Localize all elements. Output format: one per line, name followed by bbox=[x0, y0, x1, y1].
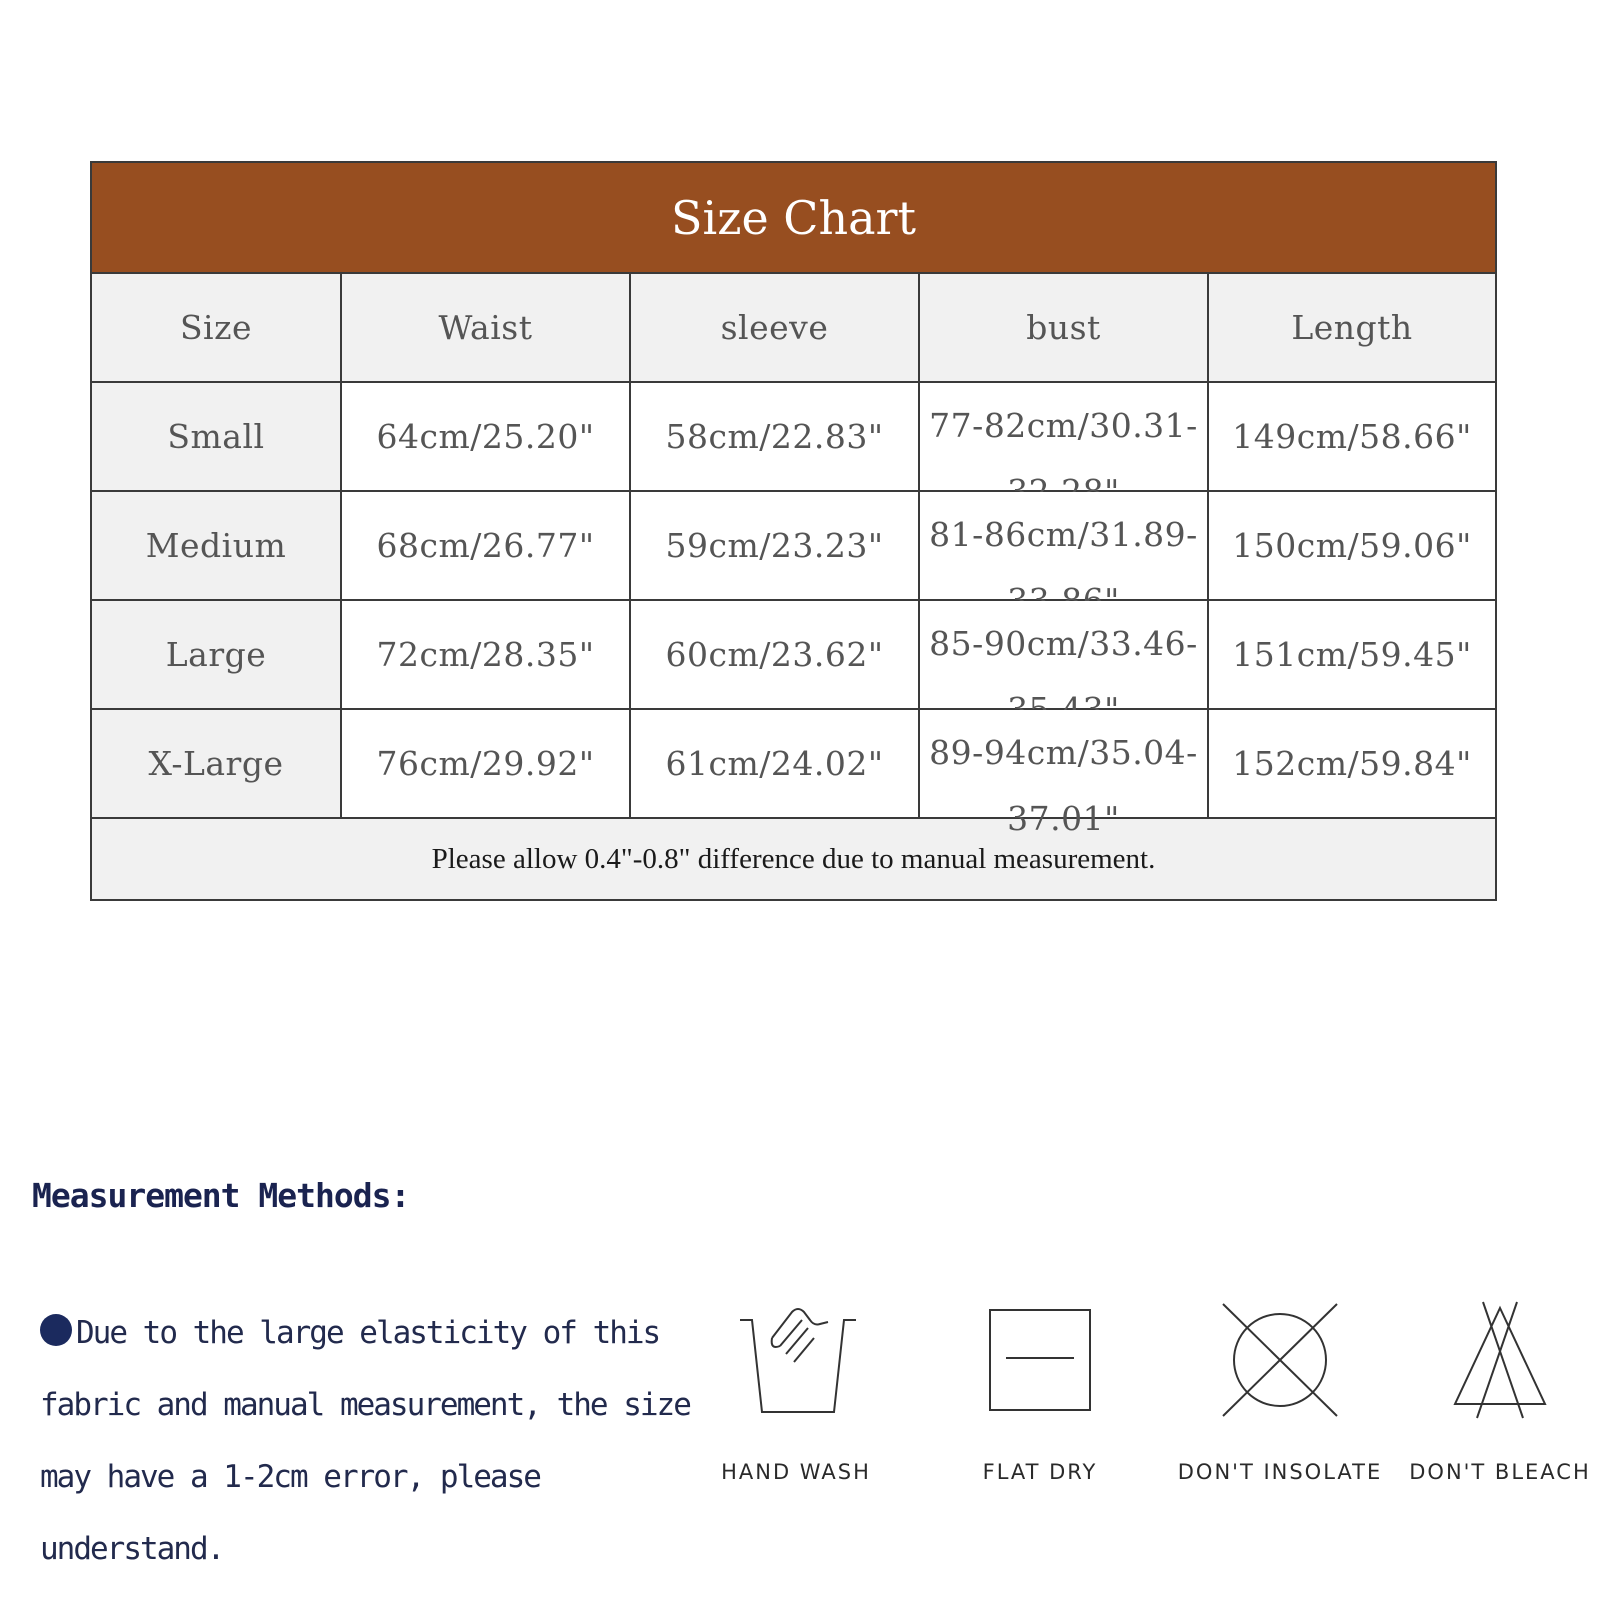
care-hand-wash bbox=[710, 1300, 882, 1484]
size-cell: Medium bbox=[92, 492, 342, 599]
waist-cell: 76cm/29.92" bbox=[342, 710, 631, 817]
sleeve-cell: 61cm/24.02" bbox=[631, 710, 920, 817]
no-tumble-dry-icon bbox=[1215, 1300, 1345, 1420]
care-label: DON'T INSOLATE bbox=[1177, 1460, 1383, 1484]
care-dont-insolate bbox=[1177, 1300, 1383, 1484]
length-cell: 150cm/59.06" bbox=[1209, 492, 1495, 599]
size-cell: X-Large bbox=[92, 710, 342, 817]
flat-dry-icon bbox=[980, 1300, 1100, 1420]
table-row bbox=[92, 383, 1495, 492]
size-chart-table bbox=[90, 161, 1497, 901]
no-bleach-icon bbox=[1445, 1300, 1555, 1420]
sleeve-cell: 58cm/22.83" bbox=[631, 383, 920, 490]
bullet-icon bbox=[40, 1314, 72, 1346]
header-length: Length bbox=[1209, 274, 1495, 381]
care-label: FLAT DRY bbox=[982, 1460, 1098, 1484]
measurement-description bbox=[40, 1297, 700, 1585]
length-cell: 151cm/59.45" bbox=[1209, 601, 1495, 708]
length-cell: 149cm/58.66" bbox=[1209, 383, 1495, 490]
table-header-row bbox=[92, 274, 1495, 383]
bust-cell: 81-86cm/31.89- bbox=[920, 492, 1209, 599]
size-chart-title: Size Chart bbox=[92, 163, 1495, 274]
header-sleeve: sleeve bbox=[631, 274, 920, 381]
measurement-title: Measurement Methods: bbox=[32, 1176, 410, 1215]
care-flat-dry bbox=[960, 1300, 1120, 1484]
waist-cell: 72cm/28.35" bbox=[342, 601, 631, 708]
sleeve-cell: 60cm/23.62" bbox=[631, 601, 920, 708]
table-row bbox=[92, 492, 1495, 601]
header-bust: bust bbox=[920, 274, 1209, 381]
measurement-text: Due to the large elasticity of this fabric and manual measurement, the size may have a 1-2cm error, please understand. bbox=[40, 1315, 690, 1567]
size-cell: Large bbox=[92, 601, 342, 708]
size-cell: Small bbox=[92, 383, 342, 490]
care-dont-bleach bbox=[1410, 1300, 1590, 1484]
table-row bbox=[92, 601, 1495, 710]
measurement-note: Please allow 0.4"-0.8" difference due to manual measurement. bbox=[92, 819, 1495, 899]
bust-cell: 89-94cm/35.04- bbox=[920, 710, 1209, 817]
header-size: Size bbox=[92, 274, 342, 381]
hand-wash-icon bbox=[710, 1300, 882, 1420]
bust-cell: 85-90cm/33.46- bbox=[920, 601, 1209, 708]
table-row bbox=[92, 710, 1495, 819]
length-cell: 152cm/59.84" bbox=[1209, 710, 1495, 817]
care-label: HAND WASH bbox=[721, 1460, 871, 1484]
waist-cell: 64cm/25.20" bbox=[342, 383, 631, 490]
sleeve-cell: 59cm/23.23" bbox=[631, 492, 920, 599]
bust-cell: 77-82cm/30.31- bbox=[920, 383, 1209, 490]
header-waist: Waist bbox=[342, 274, 631, 381]
waist-cell: 68cm/26.77" bbox=[342, 492, 631, 599]
care-label: DON'T BLEACH bbox=[1409, 1460, 1591, 1484]
